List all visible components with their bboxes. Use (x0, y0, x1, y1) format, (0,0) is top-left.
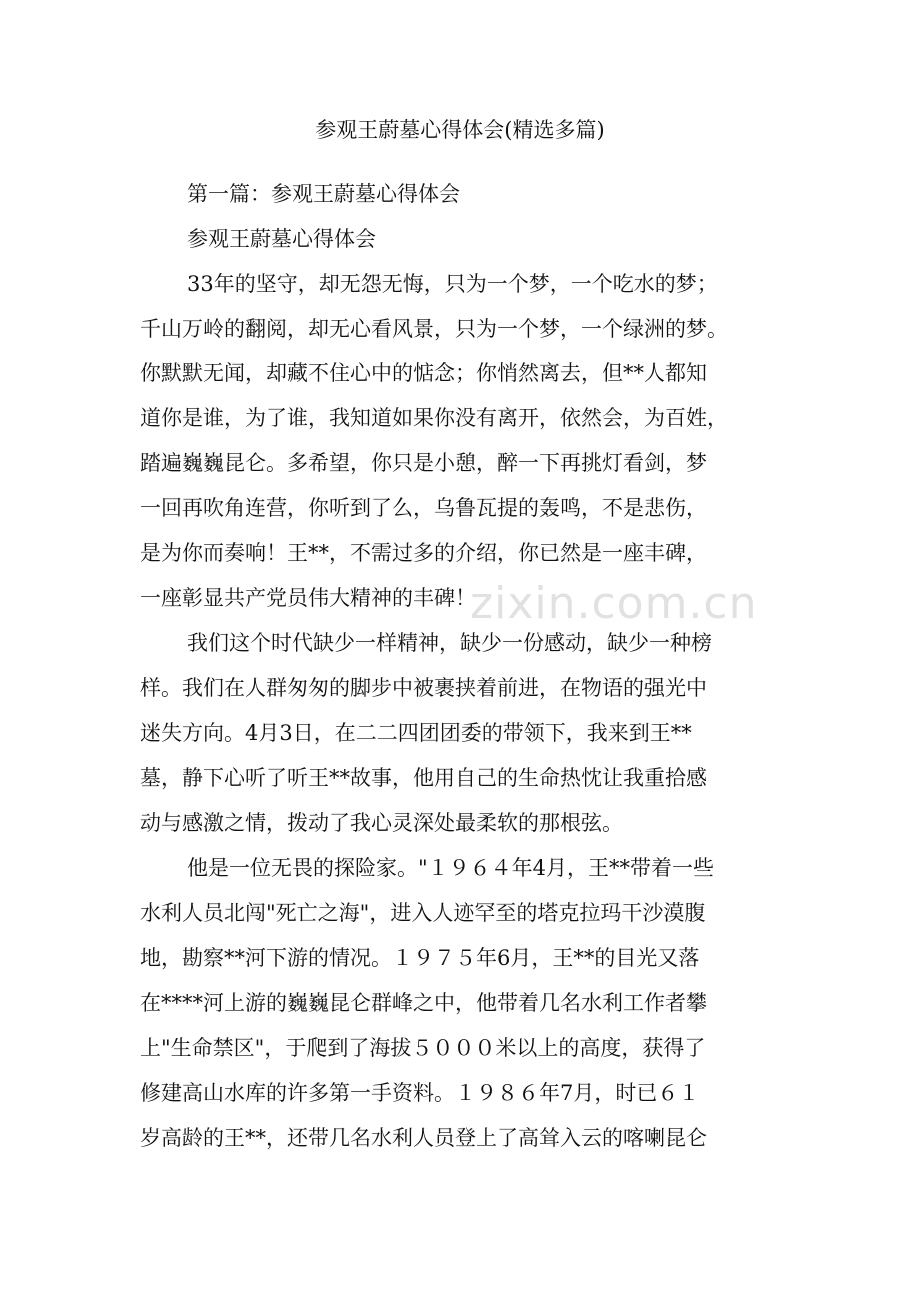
paragraph-line: 踏遍巍巍昆仑。多希望，你只是小憩，醉一下再挑灯看剑，梦 (140, 451, 707, 475)
paragraph-line: 迷失方向。4月3日，在二二四团团委的带领下，我来到王** (140, 721, 692, 745)
paragraph-line: 一座彰显共产党员伟大精神的丰碑！ (140, 586, 476, 610)
paragraph-line: 墓，静下心听了听王**故事，他用自己的生命热忱让我重拾感 (140, 766, 707, 790)
paragraph-line: 33年的坚守，却无怨无悔，只为一个梦，一个吃水的梦； (187, 272, 718, 296)
paragraph-line: 修建高山水库的许多第一手资料。１９８６年7月，时已６１ (140, 1081, 700, 1105)
section-heading: 第一篇：参观王蔚墓心得体会 (187, 182, 460, 206)
paragraph-line: 地，勘察**河下游的情况。１９７５年6月，王**的目光又落 (140, 946, 700, 970)
article-heading: 参观王蔚墓心得体会 (187, 227, 376, 251)
paragraph-line: 是为你而奏响！王**，不需过多的介绍，你已然是一座丰碑， (140, 541, 707, 565)
paragraph-line: 岁高龄的王**，还带几名水利人员登上了高耸入云的喀喇昆仑 (140, 1126, 707, 1150)
watermark: zixin.com.cn (470, 578, 758, 629)
paragraph-line: 上"生命禁区"，于爬到了海拔５０００米以上的高度，获得了 (140, 1036, 706, 1060)
document-title: 参观王蔚墓心得体会(精选多篇) (315, 118, 605, 142)
paragraph-line: 道你是谁，为了谁，我知道如果你没有离开，依然会，为百姓， (140, 406, 728, 430)
paragraph-line: 你默默无闻，却藏不住心中的惦念；你悄然离去，但**人都知 (140, 361, 707, 385)
paragraph-line: 在****河上游的巍巍昆仑群峰之中，他带着几名水利工作者攀 (140, 991, 707, 1015)
paragraph-line: 我们这个时代缺少一样精神，缺少一份感动，缺少一种榜 (187, 631, 712, 655)
paragraph-line: 水利人员北闯"死亡之海"，进入人迹罕至的塔克拉玛干沙漠腹 (140, 901, 706, 925)
paragraph-line: 他是一位无畏的探险家。"１９６４年4月，王**带着一些 (187, 856, 715, 880)
paragraph-line: 千山万岭的翻阅，却无心看风景，只为一个梦，一个绿洲的梦。 (140, 317, 728, 341)
paragraph-line: 一回再吹角连营，你听到了么，乌鲁瓦提的轰鸣，不是悲伤， (140, 496, 707, 520)
paragraph-line: 动与感激之情，拨动了我心灵深处最柔软的那根弦。 (140, 811, 623, 835)
paragraph-line: 样。我们在人群匆匆的脚步中被裹挟着前进，在物语的强光中 (140, 676, 707, 700)
